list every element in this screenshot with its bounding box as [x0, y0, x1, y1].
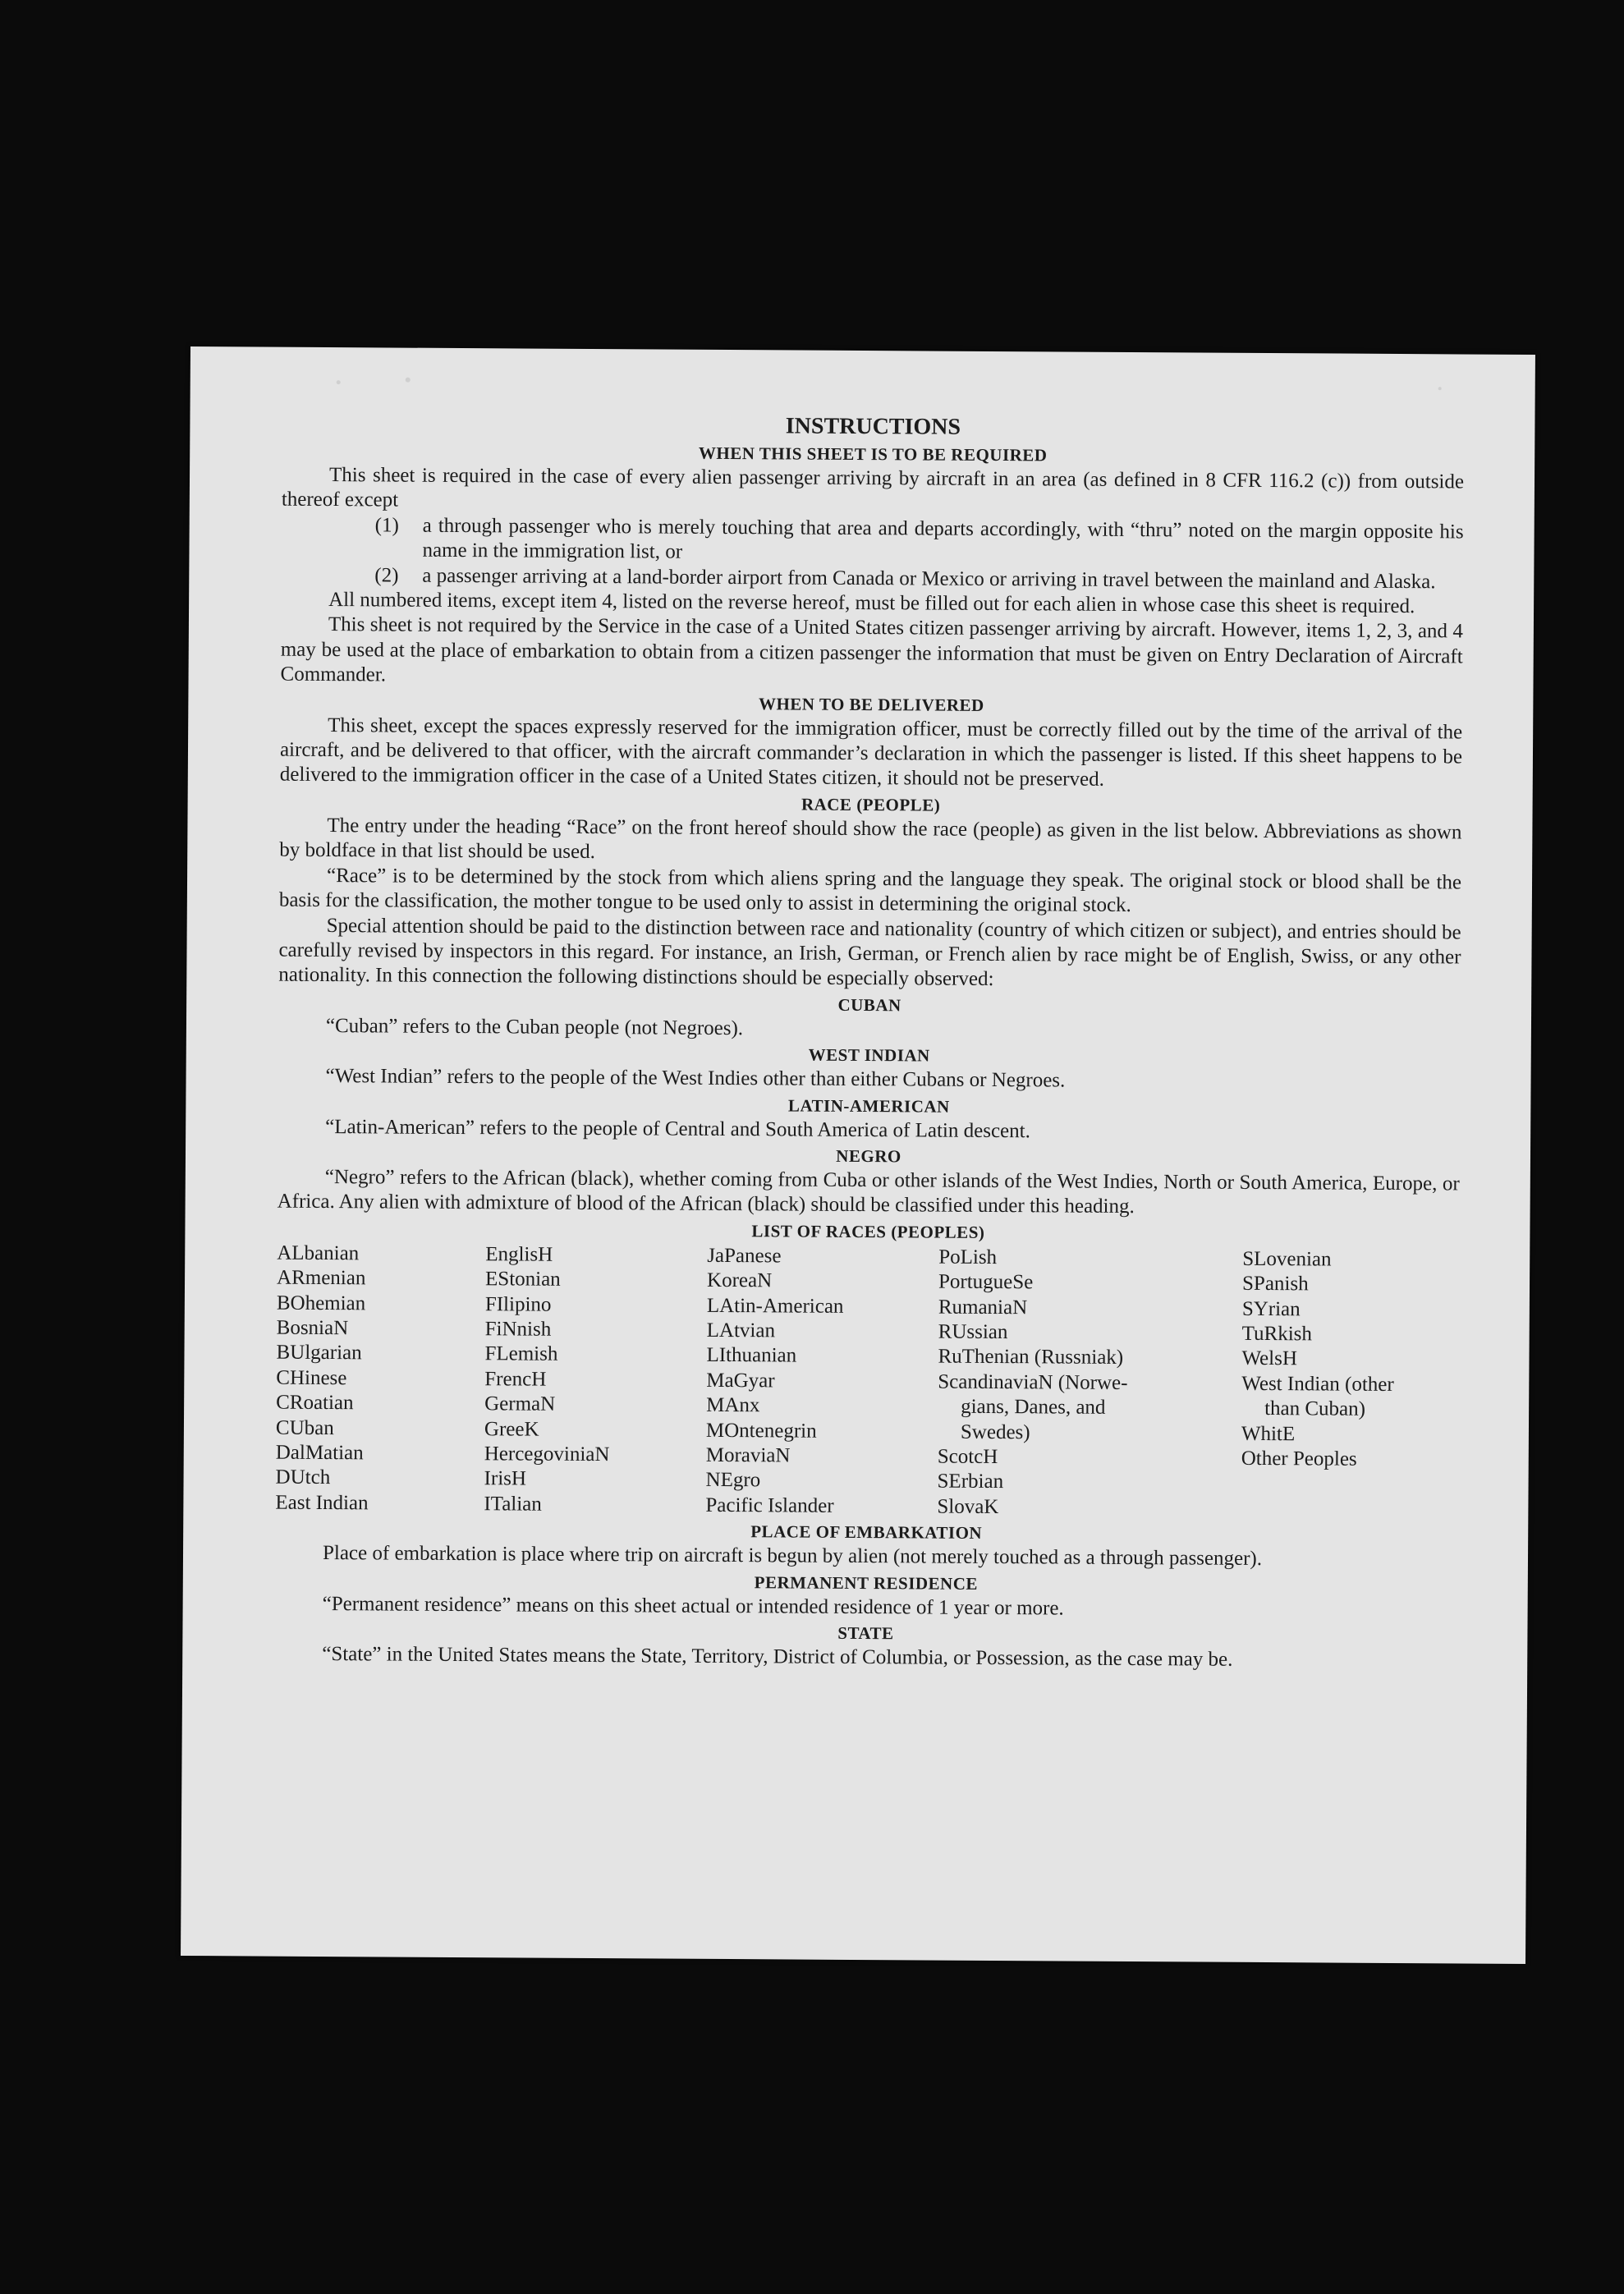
- race-entry: HercegoviniaN: [484, 1443, 610, 1466]
- paragraph-cuban: “Cuban” refers to the Cuban people (not Negroes).: [325, 1014, 744, 1039]
- race-entry: WelsH: [1241, 1347, 1297, 1370]
- race-entry: RUssian: [938, 1320, 1008, 1344]
- races-column: [275, 1241, 485, 1516]
- heading-negro: NEGRO: [836, 1145, 901, 1167]
- race-entry: SPanish: [1241, 1273, 1309, 1296]
- race-entry: MOntenegrin: [705, 1419, 817, 1443]
- race-entry: BosniaN: [276, 1316, 349, 1340]
- paragraph-state: “State” in the United States means the State, Territory, District of Columbia, or Possession, as the case may be.: [322, 1643, 1233, 1671]
- race-entry: EnglisH: [485, 1242, 553, 1266]
- heading-race: RACE (PEOPLE): [801, 794, 941, 815]
- heading-when-delivered: WHEN TO BE DELIVERED: [758, 693, 984, 715]
- race-entry: LAtvian: [706, 1319, 776, 1342]
- race-entry: EStonian: [484, 1268, 561, 1291]
- paragraph-when-required-intro: This sheet is required in the case of every alien passenger arriving by aircraft in an area (as defined in 8 CFR 116.2 (c)) from outside thereof except: [281, 464, 1465, 512]
- paragraph-race-stock: “Race” is to be determined by the stock from which aliens spring and the language they speak. The original stock or blood shall be the basis for the classification, the mother tongue to be used only to assist in determining the original stock.: [278, 864, 1462, 917]
- document-page: [181, 346, 1535, 1964]
- race-entry: than Cuban): [1264, 1397, 1366, 1420]
- race-entry: IrisH: [484, 1467, 527, 1490]
- race-entry: LAtin-American: [706, 1294, 844, 1318]
- race-entry: DalMatian: [275, 1441, 364, 1465]
- race-entry: BUlgarian: [276, 1342, 362, 1365]
- paragraph-permanent-residence: “Permanent residence” means on this sheet actual or intended residence of 1 year or more.: [322, 1592, 1064, 1620]
- race-entry: Swedes): [960, 1420, 1030, 1443]
- item-number: (1): [374, 514, 399, 537]
- heading-list-of-races: LIST OF RACES (PEOPLES): [751, 1220, 985, 1242]
- paragraph-west-indian: “West Indian” refers to the people of the West Indies other than either Cubans or Negroes.: [325, 1065, 1066, 1092]
- race-entry: East Indian: [275, 1491, 369, 1515]
- page-title: INSTRUCTIONS: [785, 413, 961, 440]
- race-entry: LIthuanian: [706, 1344, 797, 1367]
- race-entry: ScandinaviaN (Norwe-: [938, 1370, 1128, 1394]
- paragraph-citizen-passenger: This sheet is not required by the Service in the case of a United States citizen passenger arriving by aircraft. However, items 1, 2, 3, and 4 may be used at the place of embarkation to obtain from a citizen passenger the information that must be given on Entry Declaration of Aircraft Commander.: [280, 613, 1463, 686]
- race-entry: FiNnish: [484, 1318, 552, 1341]
- item-text: a passenger arriving at a land-border airport from Canada or Mexico or arriving in travel between the mainland and Alaska.: [422, 564, 1436, 593]
- list-item: [281, 512, 1463, 570]
- race-entry: gians, Danes, and: [961, 1395, 1106, 1420]
- race-entry: WhitE: [1241, 1422, 1296, 1445]
- paper-speck: [406, 378, 411, 383]
- race-entry: ARmenian: [276, 1266, 366, 1290]
- race-entry: BOhemian: [276, 1292, 366, 1314]
- race-entry: Pacific Islander: [705, 1493, 834, 1517]
- paragraph-when-delivered: This sheet, except the spaces expressly reserved for the immigration officer, must be correctly filled out by the time of the arrival of the aircraft, and be delivered to that officer, with the aircraft commander’s declaration in which the passenger is listed. If this sheet happens to be delivered to the immigration officer in the case of a United States citizen, it should not be preserved.: [279, 713, 1463, 791]
- race-entry: TuRkish: [1241, 1322, 1313, 1346]
- race-entry: MoraviaN: [705, 1443, 791, 1467]
- race-entry: West Indian (other: [1241, 1372, 1394, 1396]
- item-number: (2): [374, 564, 399, 587]
- heading-permanent-residence: PERMANENT RESIDENCE: [754, 1571, 979, 1594]
- race-entry: ALbanian: [277, 1241, 360, 1265]
- race-entry: PoLish: [938, 1246, 998, 1269]
- races-column: [1241, 1247, 1459, 1523]
- heading-state: STATE: [837, 1622, 894, 1644]
- races-column: [705, 1244, 938, 1520]
- heading-place-of-embarkation: PLACE OF EMBARKATION: [750, 1521, 983, 1544]
- race-entry: PortugueSe: [938, 1270, 1034, 1294]
- race-entry: CRoatian: [276, 1391, 354, 1415]
- instructions-content: [274, 410, 1464, 1674]
- race-entry: ScotcH: [937, 1445, 998, 1469]
- race-entry: SErbian: [937, 1470, 1004, 1493]
- race-entry: MAnx: [706, 1394, 760, 1417]
- paper-speck: [1438, 387, 1442, 390]
- races-column: [937, 1245, 1242, 1521]
- heading-cuban: CUBAN: [837, 994, 901, 1016]
- paragraph-race-entry: The entry under the heading “Race” on the front hereof should show the race (people) as given in the list below. Abbreviations as shown by boldface in that list should be used.: [279, 814, 1462, 864]
- heading-latin-american: LATIN-AMERICAN: [787, 1094, 950, 1117]
- race-entry: NEgro: [705, 1469, 761, 1492]
- race-entry: GermaN: [484, 1392, 556, 1415]
- race-entry: JaPanese: [707, 1244, 782, 1268]
- race-entry: MaGyar: [706, 1369, 775, 1392]
- races-column: [484, 1242, 707, 1518]
- races-list: [275, 1241, 1459, 1522]
- race-entry: ITalian: [484, 1493, 542, 1516]
- race-entry: FIlipino: [484, 1292, 552, 1316]
- race-entry: FLemish: [484, 1342, 558, 1366]
- race-entry: KoreaN: [706, 1269, 773, 1292]
- race-entry: Other Peoples: [1241, 1447, 1357, 1470]
- race-entry: SLovenian: [1242, 1247, 1332, 1271]
- race-entry: RuThenian (Russniak): [938, 1345, 1124, 1370]
- race-entry: SlovaK: [937, 1495, 999, 1518]
- race-entry: CHinese: [276, 1366, 347, 1389]
- race-entry: SYrian: [1241, 1297, 1301, 1320]
- paper-speck: [337, 380, 341, 384]
- race-entry: GreeK: [484, 1417, 539, 1441]
- race-entry: FrencH: [484, 1367, 547, 1391]
- item-text: a through passenger who is merely touching that area and departs accordingly, with “thru” noted on the margin opposite his name in the immigration list, or: [422, 514, 1464, 563]
- race-entry: CUban: [275, 1416, 334, 1439]
- race-entry: DUtch: [275, 1466, 331, 1489]
- heading-west-indian: WEST INDIAN: [808, 1044, 930, 1066]
- paragraph-negro: “Negro” refers to the African (black), whether coming from Cuba or other islands of the West Indies, North or South America, Europe, or Africa. Any alien with admixture of blood of the African (black) should be classified under this heading.: [277, 1165, 1460, 1218]
- paragraph-numbered-items: All numbered items, except item 4, listed on the reverse hereof, must be filled out for each alien in whose case this sheet is required.: [328, 589, 1415, 618]
- paragraph-latin-american: “Latin-American” refers to the people of Central and South America of Latin descent.: [325, 1115, 1030, 1142]
- paragraph-place-of-embarkation: Place of embarkation is place where trip on aircraft is begun by alien (not merely touched as a through passenger).: [322, 1542, 1263, 1571]
- heading-when-required: WHEN THIS SHEET IS TO BE REQUIRED: [698, 443, 1048, 466]
- race-entry: RumaniaN: [938, 1296, 1028, 1319]
- paragraph-race-nationality: Special attention should be paid to the distinction between race and nationality (country of which citizen or subject), and entries should be carefully revised by inspectors in this regard. For instance, an Irish, German, or French alien by race might be of English, Swiss, or any other nationality. In this connection the following distinctions should be especially observed:: [278, 914, 1461, 991]
